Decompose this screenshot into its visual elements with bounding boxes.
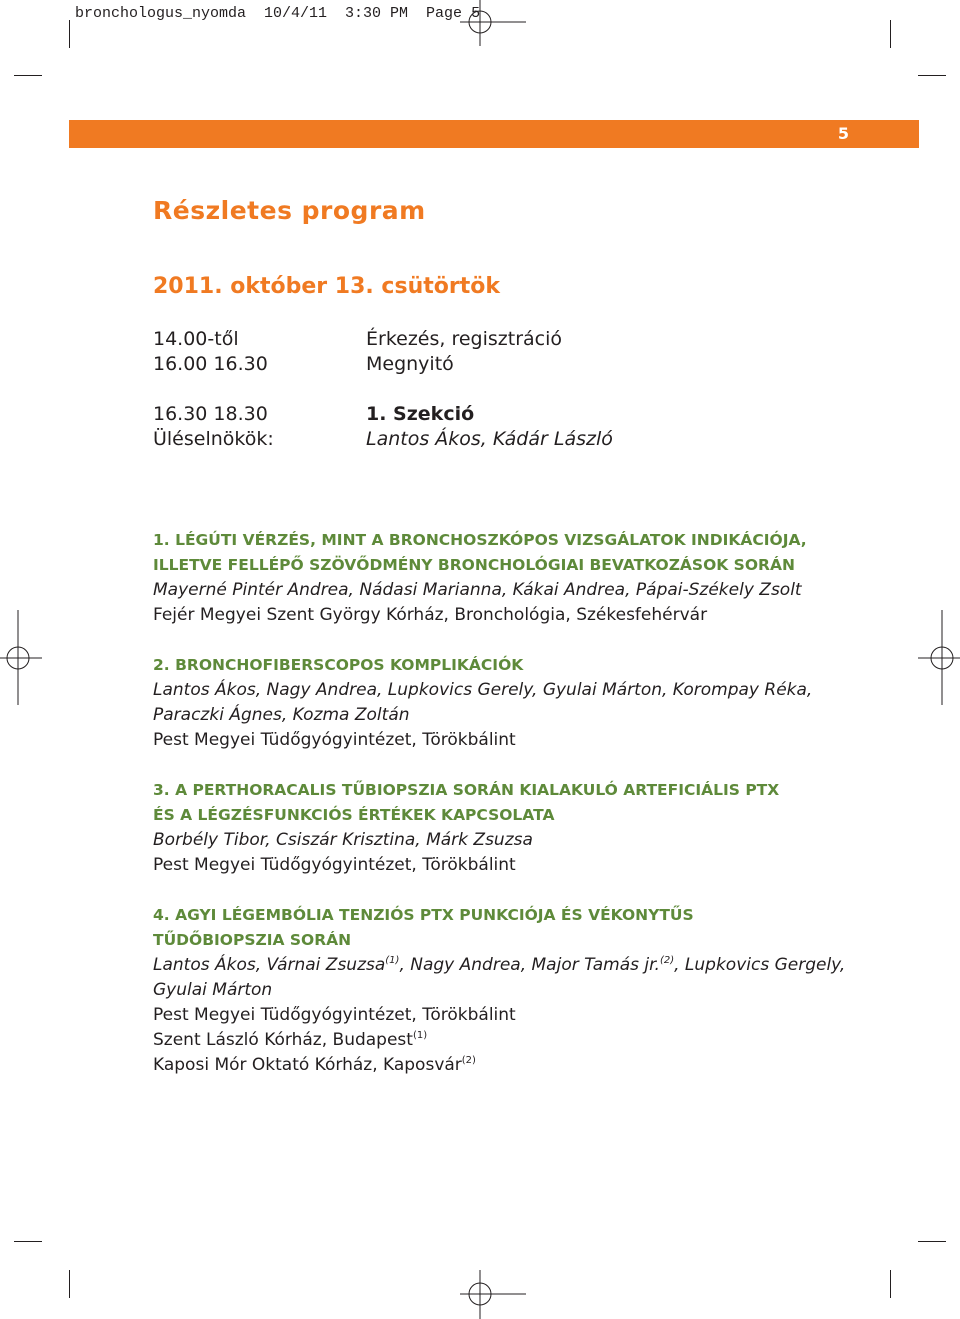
- header-bar: [69, 120, 919, 148]
- talk-institution: Pest Megyei Tüdőgyógyintézet, Törökbálint: [153, 855, 516, 875]
- affiliation-marker: (2): [659, 955, 675, 966]
- registration-mark-left: [0, 610, 45, 705]
- chairs-names: Lantos Ákos, Kádár László: [366, 428, 613, 450]
- author-text: Lantos Ákos, Várnai Zsuzsa: [153, 955, 386, 975]
- crop-mark-tr-h: [918, 75, 946, 76]
- talk-title-line: 1. LÉGÚTI VÉRZÉS, MINT A BRONCHOSZKÓPOS VIZSGÁLATOK INDIKÁCIÓJA,: [153, 531, 807, 549]
- talk-institution: Fejér Megyei Szent György Kórház, Bronchológia, Székesfehérvár: [153, 605, 708, 625]
- talk-authors: Mayerné Pintér Andrea, Nádasi Marianna, Kákai Andrea, Pápai-Székely Zsolt: [153, 580, 802, 600]
- talk-2: [153, 653, 913, 753]
- crop-mark-tl-h: [14, 75, 42, 76]
- page-number: 5: [837, 124, 849, 143]
- schedule-time: 16.00 16.30: [153, 353, 268, 375]
- chairs-label: Üléselnökök:: [153, 428, 274, 450]
- crop-mark-tr-v: [890, 20, 891, 48]
- schedule-event: Érkezés, regisztráció: [366, 328, 563, 350]
- talk-authors: Borbély Tibor, Csiszár Krisztina, Márk Zsuzsa: [153, 830, 533, 850]
- talk-institution: Pest Megyei Tüdőgyógyintézet, Törökbálint: [153, 1005, 516, 1025]
- schedule-event: Megnyitó: [366, 353, 454, 375]
- talk-title-line: 2. BRONCHOFIBERSCOPOS KOMPLIKÁCIÓK: [153, 656, 524, 674]
- registration-mark-right: [915, 610, 960, 705]
- crop-mark-tl-v: [69, 20, 70, 48]
- program-date: 2011. október 13. csütörtök: [153, 274, 500, 299]
- talk-authors: Lantos Ákos, Nagy Andrea, Lupkovics Gerely, Gyulai Márton, Korompay Réka,: [153, 680, 813, 700]
- talk-institution: [153, 1053, 913, 1078]
- talk-4: [153, 903, 913, 1078]
- affiliation-marker: (2): [461, 1055, 476, 1066]
- talk-institution: Pest Megyei Tüdőgyógyintézet, Törökbálint: [153, 730, 516, 750]
- affiliation-marker: (1): [412, 1030, 428, 1041]
- session-time: 16.30 18.30: [153, 403, 268, 425]
- crop-mark-bl-v: [69, 1270, 70, 1298]
- schedule-time: 14.00-től: [153, 328, 239, 350]
- talk-authors: Paraczki Ágnes, Kozma Zoltán: [153, 705, 410, 725]
- talk-authors: [153, 953, 913, 978]
- talk-title-line: ÉS A LÉGZÉSFUNKCIÓS ÉRTÉKEK KAPCSOLATA: [153, 806, 555, 824]
- crop-mark-br-h: [918, 1241, 946, 1242]
- crop-mark-bl-h: [14, 1241, 42, 1242]
- author-text: , Lupkovics Gergely,: [674, 955, 846, 975]
- registration-mark-top: [440, 0, 530, 50]
- print-slug: bronchologus_nyomda 10/4/11 3:30 PM Page 5: [75, 5, 481, 22]
- talk-3: [153, 778, 913, 878]
- talk-authors: Gyulai Márton: [153, 980, 273, 1000]
- institution-text: Kaposi Mór Oktató Kórház, Kaposvár: [153, 1055, 462, 1075]
- affiliation-marker: (1): [385, 955, 400, 966]
- talk-institution: [153, 1028, 913, 1053]
- author-text: , Nagy Andrea, Major Tamás jr.: [399, 955, 660, 975]
- session-name: 1. Szekció: [366, 403, 475, 425]
- crop-mark-br-v: [890, 1270, 891, 1298]
- talk-1: [153, 528, 913, 628]
- talk-title-line: 4. AGYI LÉGEMBÓLIA TENZIÓS PTX PUNKCIÓJA ÉS VÉKONYTŰS: [153, 906, 694, 924]
- institution-text: Szent László Kórház, Budapest: [153, 1030, 413, 1050]
- page-title: Részletes program: [153, 196, 426, 225]
- talk-title-line: TŰDŐBIOPSZIA SORÁN: [153, 931, 352, 949]
- talk-title-line: ILLETVE FELLÉPŐ SZÖVŐDMÉNY BRONCHOLÓGIAI BEVATKOZÁSOK SORÁN: [153, 556, 795, 574]
- talk-title-line: 3. A PERTHORACALIS TŰBIOPSZIA SORÁN KIALAKULÓ ARTEFICIÁLIS PTX: [153, 781, 780, 799]
- registration-mark-bottom: [440, 1270, 530, 1319]
